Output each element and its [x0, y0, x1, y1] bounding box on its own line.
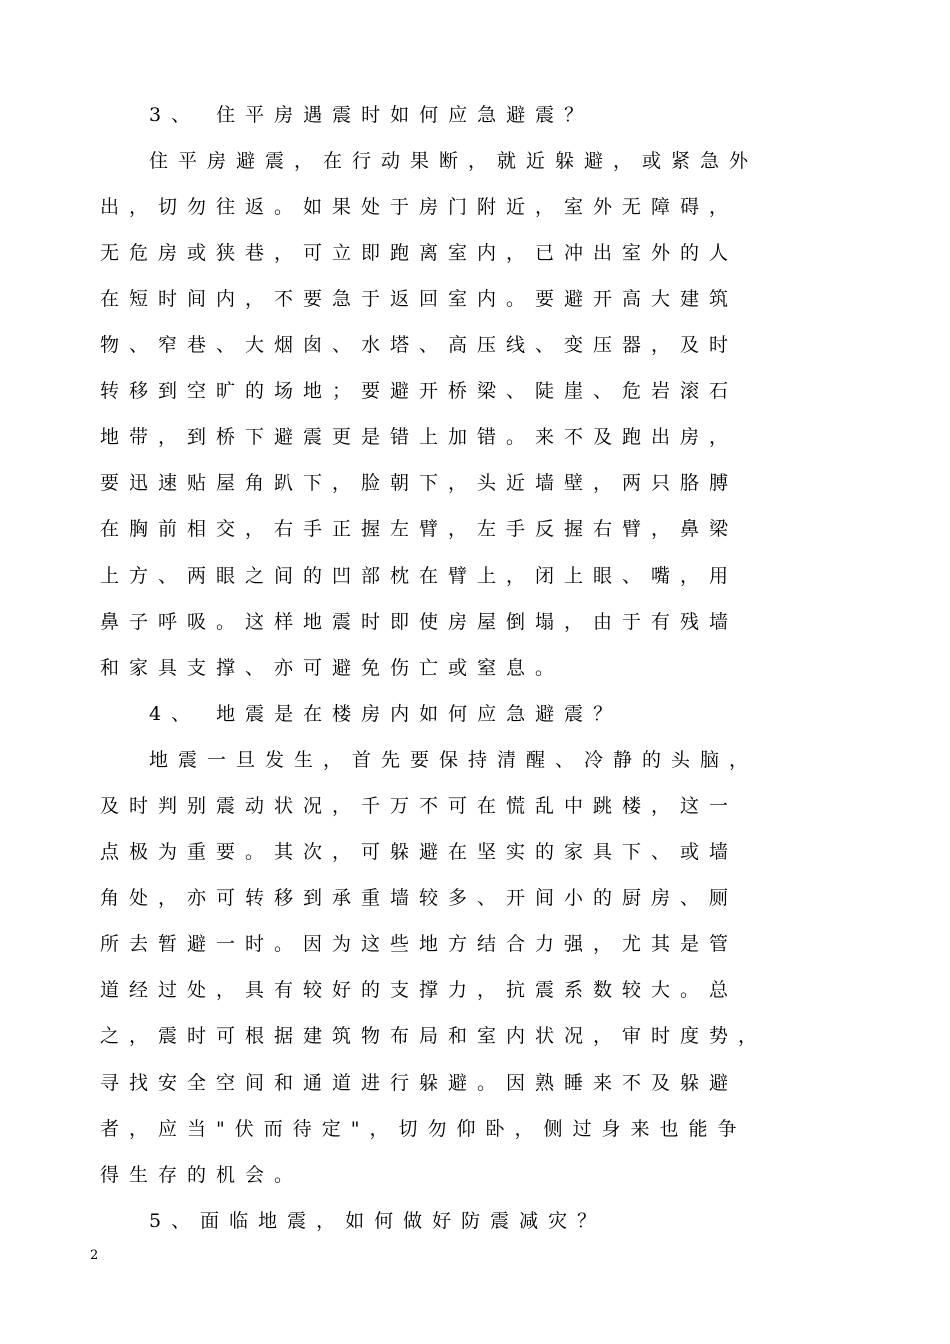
paragraph-line: 物、窄巷、大烟囱、水塔、高压线、变压器，及时	[100, 334, 739, 356]
paragraph-line: 在胸前相交，右手正握左臂，左手反握右臂，鼻梁	[100, 518, 739, 540]
paragraph-line: 所去暂避一时。因为这些地方结合力强，尤其是管	[100, 933, 739, 955]
paragraph-line: 上方、两眼之间的凹部枕在臂上，闭上眼、嘴，用	[100, 565, 739, 587]
section-heading-3: 3、 住平房遇震时如何应急避震？	[149, 104, 594, 126]
paragraph-line: 者，应当"伏而待定"，切勿仰卧，侧过身来也能争	[100, 1118, 747, 1140]
paragraph-line: 地带，到桥下避震更是错上加错。来不及跑出房，	[100, 426, 739, 448]
section-heading-4: 4、 地震是在楼房内如何应急避震？	[149, 703, 623, 725]
paragraph-line: 和家具支撑、亦可避免伤亡或窒息。	[100, 657, 565, 679]
paragraph-line: 住平房避震，在行动果断，就近躲避，或紧急外	[149, 150, 759, 172]
paragraph-line: 地震一旦发生，首先要保持清醒、冷静的头脑，	[149, 749, 759, 771]
paragraph-line: 之，震时可根据建筑物布局和室内状况，审时度势，	[100, 1025, 768, 1047]
paragraph-line: 鼻子呼吸。这样地震时即使房屋倒塌，由于有残墙	[100, 611, 739, 633]
paragraph-line: 在短时间内，不要急于返回室内。要避开高大建筑	[100, 288, 739, 310]
paragraph-line: 寻找安全空间和通道进行躲避。因熟睡来不及躲避	[100, 1072, 739, 1094]
section-heading-5: 5、面临地震，如何做好防震减灾？	[149, 1210, 607, 1232]
paragraph-line: 及时判别震动状况，千万不可在慌乱中跳楼，这一	[100, 795, 739, 817]
paragraph-line: 点极为重要。其次，可躲避在坚实的家具下、或墙	[100, 841, 739, 863]
paragraph-line: 转移到空旷的场地；要避开桥梁、陡崖、危岩滚石	[100, 380, 739, 402]
paragraph-line: 要迅速贴屋角趴下，脸朝下，头近墙壁，两只胳膊	[100, 472, 739, 494]
paragraph-line: 角处，亦可转移到承重墙较多、开间小的厨房、厕	[100, 887, 739, 909]
page-number: 2	[90, 1248, 99, 1263]
paragraph-line: 出，切勿往返。如果处于房门附近，室外无障碍，	[100, 196, 739, 218]
paragraph-line: 得生存的机会。	[100, 1164, 304, 1186]
paragraph-line: 无危房或狭巷，可立即跑离室内，已冲出室外的人	[100, 242, 739, 264]
paragraph-line: 道经过处，具有较好的支撑力，抗震系数较大。总	[100, 979, 739, 1001]
